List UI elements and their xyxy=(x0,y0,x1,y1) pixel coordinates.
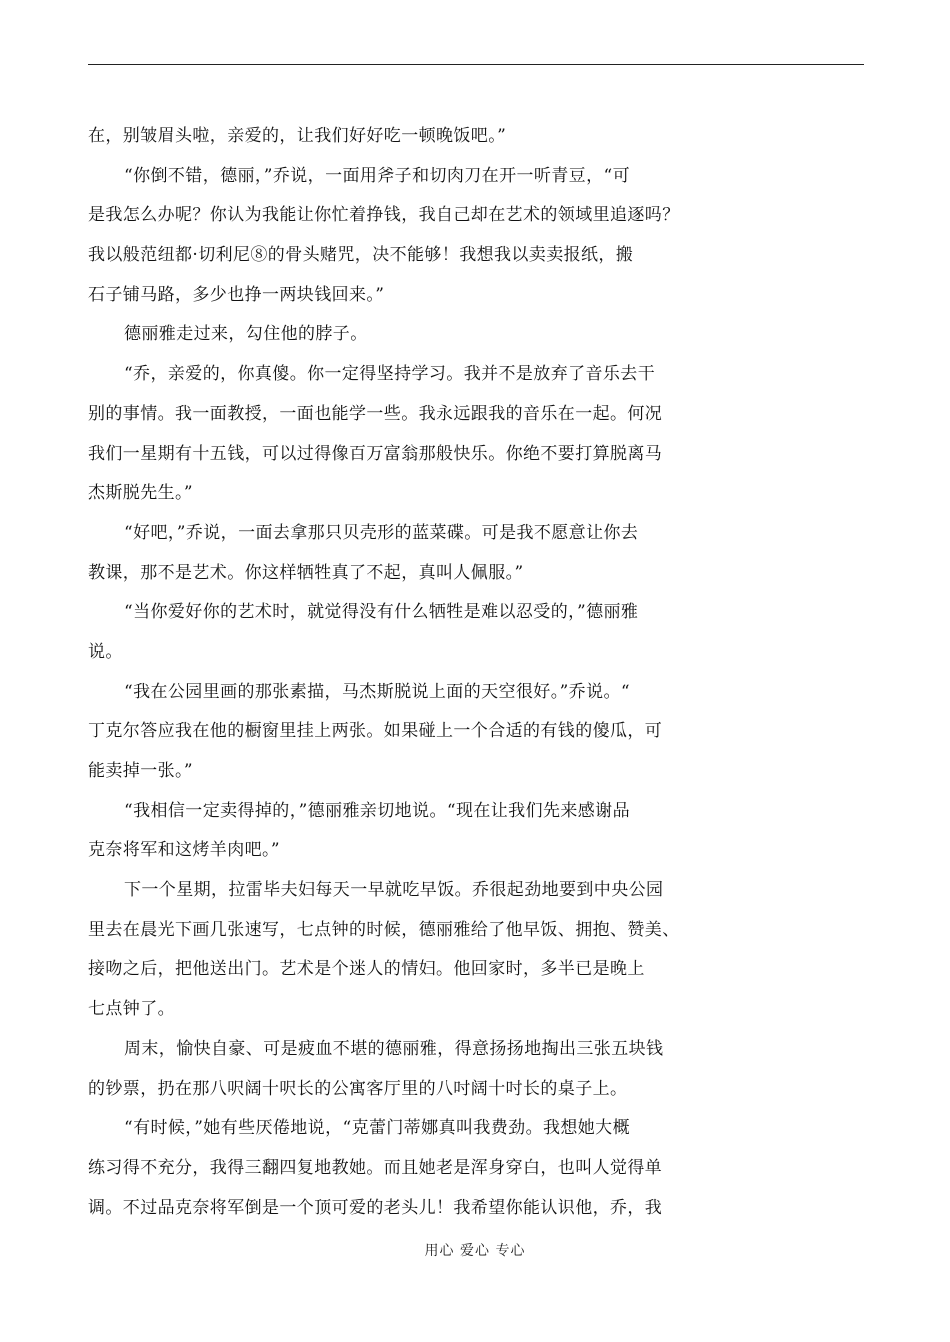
text-line: 我以般范纽都·切利尼⑧的骨头赌咒，决不能够！我想我以卖卖报纸，搬 xyxy=(88,245,634,266)
text-line: 我们一星期有十五钱，可以过得像百万富翁那般快乐。你绝不要打算脱离马 xyxy=(88,443,663,464)
text-line: 说。 xyxy=(88,641,123,662)
document-body xyxy=(88,117,738,1228)
text-line: “好吧，”乔说，一面去拿那只贝壳形的蓝菜碟。可是我不愿意让你去 xyxy=(124,522,639,543)
text-line: 别的事情。我一面教授，一面也能学一些。我永远跟我的音乐在一起。何况 xyxy=(88,403,663,424)
text-line: 克奈将军和这烤羊肉吧。” xyxy=(88,840,280,861)
text-line: 的钞票，扔在那八呎阔十呎长的公寓客厅里的八吋阔十吋长的桌子上。 xyxy=(88,1078,628,1099)
text-line: 是我怎么办呢？你认为我能让你忙着挣钱，我自己却在艺术的领域里追逐吗？ xyxy=(88,205,680,226)
text-line: 练习得不充分，我得三翻四复地教她。而且她老是浑身穿白，也叫人觉得单 xyxy=(88,1157,663,1178)
text-line: 七点钟了。 xyxy=(88,999,175,1020)
text-line: 下一个星期，拉雷毕夫妇每天一早就吃早饭。乔很起劲地要到中央公园 xyxy=(124,880,664,901)
text-line: “我相信一定卖得掉的，”德丽雅亲切地说。“现在让我们先来感谢品 xyxy=(124,800,630,821)
text-line: “有时候，”她有些厌倦地说，“克蕾门蒂娜真叫我费劲。我想她大概 xyxy=(124,1118,630,1139)
text-line: 里去在晨光下画几张速写，七点钟的时候，德丽雅给了他早饭、拥抱、赞美、 xyxy=(88,919,680,940)
text-line: 能卖掉一张。” xyxy=(88,761,193,781)
page-footer: 用心 爱心 专心 xyxy=(424,1243,526,1259)
text-line: 石子铺马路，多少也挣一两块钱回来。” xyxy=(88,284,385,305)
text-line: 接吻之后，把他送出门。艺术是个迷人的情妇。他回家时，多半已是晚上 xyxy=(88,959,645,980)
header-rule xyxy=(88,64,864,65)
text-line: “乔，亲爱的，你真傻。你一定得坚持学习。我并不是放弃了音乐去干 xyxy=(124,364,656,385)
text-line: “你倒不错，德丽，”乔说，一面用斧子和切肉刀在开一听青豆，“可 xyxy=(124,165,630,186)
text-line: 调。不过品克奈将军倒是一个顶可爱的老头儿！我希望你能认识他，乔，我 xyxy=(88,1197,663,1218)
text-line: “我在公园里画的那张素描，马杰斯脱说上面的天空很好。”乔说。“ xyxy=(124,681,630,702)
text-line: 周末，愉快自豪、可是疲血不堪的德丽雅，得意扬扬地掏出三张五块钱 xyxy=(124,1038,664,1059)
text-line: 教课，那不是艺术。你这样牺牲真了不起，真叫人佩服。” xyxy=(88,562,524,583)
text-line: 德丽雅走过来，勾住他的脖子。 xyxy=(124,324,368,345)
text-line: “当你爱好你的艺术时，就觉得没有什么牺牲是难以忍受的，”德丽雅 xyxy=(124,602,639,623)
text-line: 杰斯脱先生。” xyxy=(88,483,193,504)
text-line: 丁克尔答应我在他的橱窗里挂上两张。如果碰上一个合适的有钱的傻瓜，可 xyxy=(88,721,663,742)
text-line: 在，别皱眉头啦，亲爱的，让我们好好吃一顿晚饭吧。” xyxy=(88,126,507,146)
